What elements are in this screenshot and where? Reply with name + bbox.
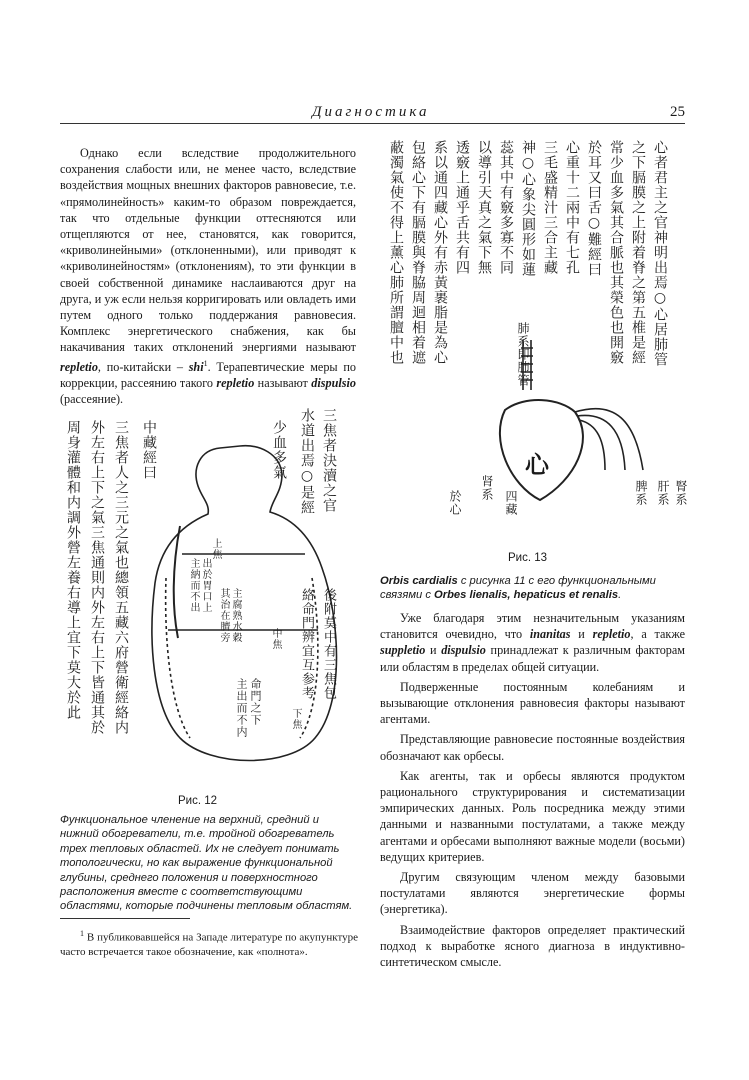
fig12-text-col-1: 周身灌體和内調外營左養右導上宜下莫大於此: [65, 420, 81, 720]
figure-13: [388, 140, 688, 540]
fig12-label-4: 出於胃口上: [200, 558, 211, 613]
fig12-text-col-8: 後附莫中有三焦包: [321, 588, 336, 700]
fig13-text-col-6: 三毛盛精汁三合主藏: [542, 140, 558, 275]
fig12-text-col-4: 中藏經曰: [141, 420, 157, 480]
footnote: $^1$ В публиковавшейся на Западе литературе по акупунктуре часто встречается такое обозначение, как «полнота».: [60, 929, 358, 958]
page-number: 25: [670, 104, 685, 120]
running-title: Диагностика: [312, 104, 430, 120]
fig13-text-col-4: 於耳又曰舌○難經曰: [586, 140, 602, 277]
organ-label-four: 四藏: [504, 490, 518, 516]
right-paragraph-3: Представляющие равновесие постоянные воздействия обозначают как орбесы.: [380, 732, 685, 763]
fig13-text-col-1: 心者君主之官神明出焉○心居肺管: [652, 140, 668, 367]
organ-label-liver: 肝系: [656, 480, 670, 506]
left-column: [60, 145, 356, 407]
fig13-text-col-13: 蔽濁氣使不得上薰心肺所謂膻中也: [388, 140, 404, 365]
header-rule: [60, 123, 685, 124]
fig13-text-col-8: 蕊其中有竅多寡不同: [498, 140, 514, 275]
fig12-text-col-7: 少血多氣: [271, 420, 287, 480]
fig13-text-col-5: 心重十二兩中有七孔: [564, 140, 580, 275]
right-paragraph-2: Подверженные постоянным колебаниям и вызывающие отклонения равновесия факторы называют агентами.: [380, 679, 685, 727]
fig13-text-col-12: 包絡心下有膈膜與脊脇周迴相着遮: [410, 140, 426, 365]
figure-13-title: Рис. 13: [508, 552, 548, 564]
figure-13-caption: Orbis cardialis с рисунка 11 с его функциональными связями с Orbes lienalis, hepaticus et renalis.: [380, 575, 656, 602]
figure-12: [60, 408, 360, 784]
right-paragraph-5: Другим связующим членом между базовыми постулатами являются энергетические формы (энергетика).: [380, 870, 685, 917]
fig13-text-col-11: 系以通四藏心外有赤黃裹脂是為心: [432, 140, 448, 365]
organ-label-kidney: 腎系: [674, 480, 688, 506]
fig12-text-col-6: 水道出焉○是經: [299, 408, 315, 515]
fig13-text-col-10: 透竅上通乎舌共有四: [454, 140, 470, 275]
fig12-label-11: 主出而不内: [235, 678, 248, 738]
organ-label-lung: 肺系即肺管: [516, 322, 530, 387]
fig12-label-8: 主腐熟水穀: [230, 588, 241, 643]
fig12-text-col-9: 絡命門辨宜互参考: [299, 588, 314, 700]
right-paragraph-1: Уже благодаря этим незначительным указаниям становится очевидно, что inanitas и repletio, а также suppletio и dispulsio принадлежат к различным факторам или областям в пределах общей ситуации.: [380, 611, 685, 674]
right-paragraph-6: Взаимодействие факторов определяет практический подход к выработке ясного диагноза в индуктивно-синтетическом смысле.: [380, 922, 685, 970]
fig13-text-col-9: 以導引天真之氣下無: [476, 140, 492, 275]
figure-12-caption: Функциональное членение на верхний, средний и нижний обогреватели, т.е. тройной обогреватель трех тепловых областей. Их не следует понимать топологически, но как выражение функциональной глубины, среднего положения и поверхностного расположения вместе с соответствующими областями, которые подчинены тепловым областям.: [60, 814, 353, 913]
fig12-label-middle: 中焦: [270, 628, 281, 650]
fig13-text-col-3: 常少血多氣其合脈也其榮色也開竅: [608, 140, 624, 365]
organ-label-heart-2: 於心: [448, 490, 462, 516]
fig12-text-col-5: 三焦者決瀆之官: [321, 408, 337, 513]
fig13-text-col-7: 神○心象尖圓形如蓮: [520, 140, 536, 277]
footnote-rule: [60, 918, 190, 919]
fig12-label-lower: 下焦: [290, 708, 301, 730]
right-paragraph-4: Как агенты, так и орбесы являются продуктом рационального структурирования и систематизации эмпирических данных. Роль посредника между этими данными и названными постулатами, а также между агентами и орбесами выполняют важные модели (восьми) ведущих критериев.: [380, 768, 685, 864]
organ-label-spleen: 脾系: [634, 480, 648, 506]
heart-label: 心: [525, 451, 549, 479]
figure-12-title: Рис. 12: [178, 795, 218, 807]
fig12-text-col-3: 三焦者人之三元之氣也總領五藏六府營衛經絡内: [113, 420, 129, 735]
left-paragraph: Однако если вследствие продолжительного сохранения слабости или, не менее часто, вследствие воздействия мощных внешних факторов равновесие, т.е. «прямолинейность» каким-то образом повреждается, так что отдельные функции оттесняются или отщепляются от нее, становятся, как говорится, «криволинейными» (отклоненными), или приводят к «криволинейностям» (отклонениям), то эти функции в своей собственной динамике наслаиваются друг на друга, и уж если нельзя корригировать или овладеть ими путем одного только поддержания равновесия. Комплекс энергетического снабжения, как бы накачивания таких отклонений энергиями называют repletio, по-китайски – shi$^1$. Терапевтические меры по коррекции, рассеянию такого repletio называют dispulsio (рассеяние).: [60, 146, 356, 407]
fig12-label-10: 命門之下: [249, 678, 262, 726]
running-header: [60, 104, 685, 128]
fig12-label-9: 其治在臍旁: [218, 588, 229, 643]
right-column: [380, 610, 685, 974]
organ-label-kidney-2: 肾系: [480, 475, 494, 501]
fig12-text-col-2: 外左右上下之氣三焦通則内外左右上下皆通其於: [89, 420, 105, 735]
fig12-label-upper: 上焦: [210, 538, 221, 560]
fig13-text-col-2: 之下膈膜之上附着脊之第五椎是經: [630, 140, 646, 365]
fig12-label-5: 主納而不出: [188, 558, 199, 613]
